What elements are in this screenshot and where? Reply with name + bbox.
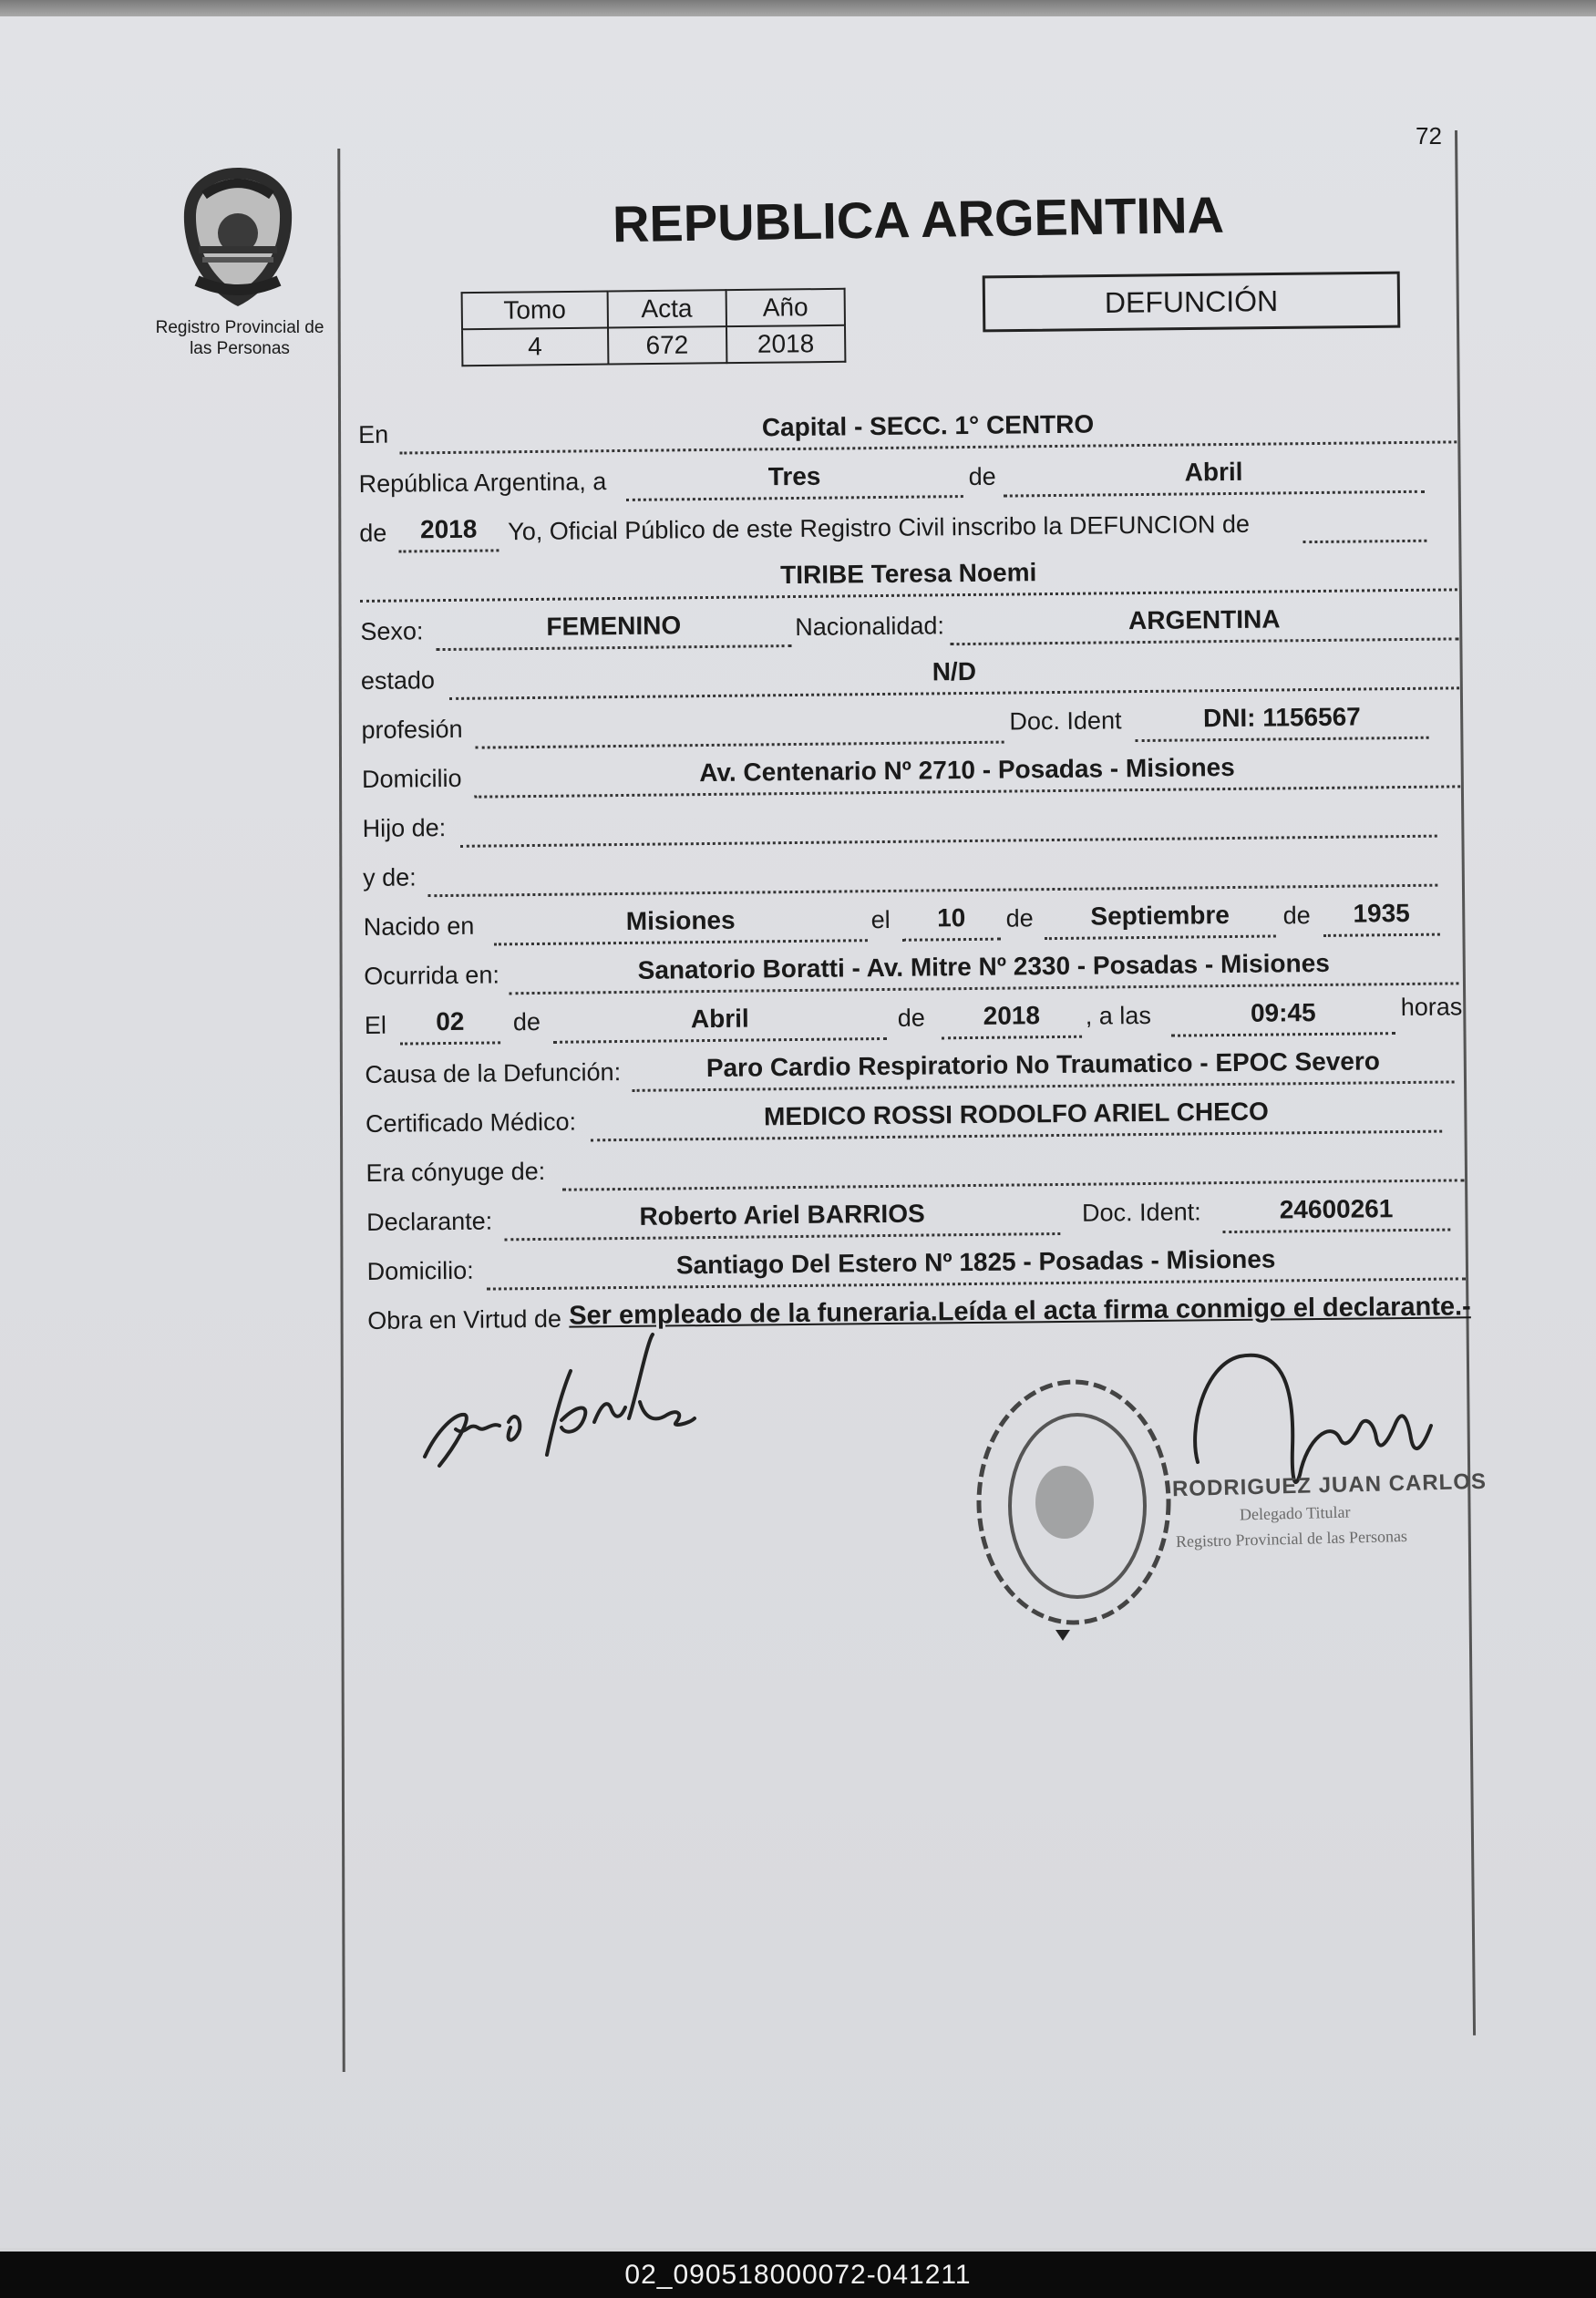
yde-label: y de: [363,863,417,891]
de-label-5: de [512,1007,541,1036]
doc-dotline [1136,737,1429,742]
official-name: RODRIGUEZ JUAN CARLOS [1171,1468,1488,1502]
registry-name-line1: Registro Provincial de [155,318,324,337]
domicilio-label: Domicilio [361,764,462,793]
official-org: Registro Provincial de las Personas [1175,1526,1408,1551]
year-dotline [398,549,499,552]
republica-label: República Argentina, a [358,468,607,498]
de-label-4: de [1282,902,1311,930]
doc-value: DNI: 1156567 [1202,702,1361,733]
de-label-1: de [968,462,996,490]
profesion-dotline [476,741,1004,749]
sexo-value: FEMENINO [546,611,682,641]
hijo-dotline [460,835,1437,848]
acta-header: Acta [607,290,726,327]
place-value: Capital - SECC. 1° CENTRO [761,409,1095,442]
fall-mes-value: Abril [690,1004,749,1034]
domicilio-value: Av. Centenario Nº 2710 - Posadas - Misiones [699,752,1235,788]
cert-value: MEDICO ROSSI RODOLFO ARIEL CHECO [763,1097,1269,1131]
acta-value: 672 [608,326,727,364]
tomo-value: 4 [462,328,608,366]
registry-name-line2: las Personas [190,339,290,358]
fall-anio-dotline [942,1036,1082,1040]
yde-dotline [427,884,1437,898]
causa-value: Paro Cardio Respiratorio No Traumatico - EPOC Severo [705,1046,1381,1083]
yo-dotline [1303,540,1426,543]
sexo-dotline [437,644,792,651]
nacido-mes-dotline [1045,934,1276,940]
fall-anio-value: 2018 [983,1001,1041,1030]
day-dotline [626,495,963,501]
nacionalidad-value: ARGENTINA [1127,604,1281,635]
official-seal-stamp [957,1365,1194,1648]
de-label-6: de [897,1004,926,1032]
nacionalidad-dotline [951,637,1459,645]
page-title: REPUBLICA ARGENTINA [612,185,1225,253]
tomo-header: Tomo [462,292,608,330]
causa-label: Causa de la Defunción: [365,1058,622,1088]
domicilio2-label: Domicilio: [366,1256,474,1285]
el-fall-label: El [364,1011,387,1039]
anio-header: Año [726,289,845,326]
declarant-signature-icon [401,1320,711,1493]
declarante-value: Roberto Ariel BARRIOS [639,1199,925,1231]
ocurrida-label: Ocurrida en: [364,961,500,990]
fall-hora-value: 09:45 [1250,998,1316,1027]
page-number: 72 [1416,122,1442,149]
anio-value: 2018 [726,325,846,363]
record-type-box: DEFUNCIÓN [983,272,1401,333]
deceased-name: TIRIBE Teresa Noemi [780,558,1037,590]
scan-footer-bar [0,2252,1596,2298]
doc-label: Doc. Ident [1009,706,1122,736]
domicilio2-value: Santiago Del Estero Nº 1825 - Posadas - Misiones [675,1244,1276,1280]
hijo-label: Hijo de: [362,814,447,842]
declarante-label: Declarante: [366,1207,493,1236]
nacido-label: Nacido en [363,912,475,941]
day-word-value: Tres [767,461,821,491]
obra-value: Ser empleado de la funeraria.Leída el acta firma conmigo el declarante.- [569,1292,1471,1331]
de-label-3: de [1005,904,1034,933]
fall-mes-dotline [553,1037,887,1044]
conyuge-dotline [562,1179,1465,1190]
month-dotline [1004,490,1425,498]
year-value: 2018 [419,514,478,544]
yo-statement: Yo, Oficial Público de este Registro Civil inscribo la DEFUNCION de [508,510,1251,546]
nacido-dia-value: 10 [936,903,966,933]
month-value: Abril [1184,457,1243,487]
nacido-lugar-dotline [494,939,868,945]
doc2-dotline [1222,1229,1450,1234]
horas-label: horas [1400,993,1463,1022]
alas-label: , a las [1085,1001,1152,1030]
nacido-mes-value: Septiembre [1090,901,1230,931]
nacido-anio-dotline [1323,933,1440,937]
sexo-label: Sexo: [360,617,424,645]
profesion-label: profesión [361,715,463,744]
fall-dia-value: 02 [436,1006,465,1036]
obra-label: Obra en Virtud de [367,1304,562,1334]
nacionalidad-label: Nacionalidad: [795,612,945,641]
en-label: En [357,420,389,448]
doc2-label: Doc. Ident: [1081,1198,1201,1227]
fall-dia-dotline [400,1041,500,1045]
cert-label: Certificado Médico: [365,1108,577,1138]
official-role: Delegado Titular [1239,1502,1351,1524]
ocurrida-value: Sanatorio Boratti - Av. Mitre Nº 2330 - Posadas - Misiones [637,948,1330,984]
form-body [0,4,1596,1387]
de-label-2: de [359,519,387,547]
nacido-anio-value: 1935 [1353,898,1410,928]
declarante-dotline [504,1232,1060,1241]
nacido-lugar-value: Misiones [625,905,736,935]
estado-label: estado [360,666,436,695]
footer-code: 02_090518000072-041211 [624,2260,972,2290]
doc2-value: 24600261 [1279,1194,1394,1224]
estado-value: N/D [932,656,977,686]
fall-hora-dotline [1171,1032,1395,1037]
conyuge-label: Era cónyuge de: [366,1157,546,1187]
nacido-dia-dotline [902,938,1001,942]
certificate-page [0,16,1596,2248]
el-label: el [870,905,891,934]
